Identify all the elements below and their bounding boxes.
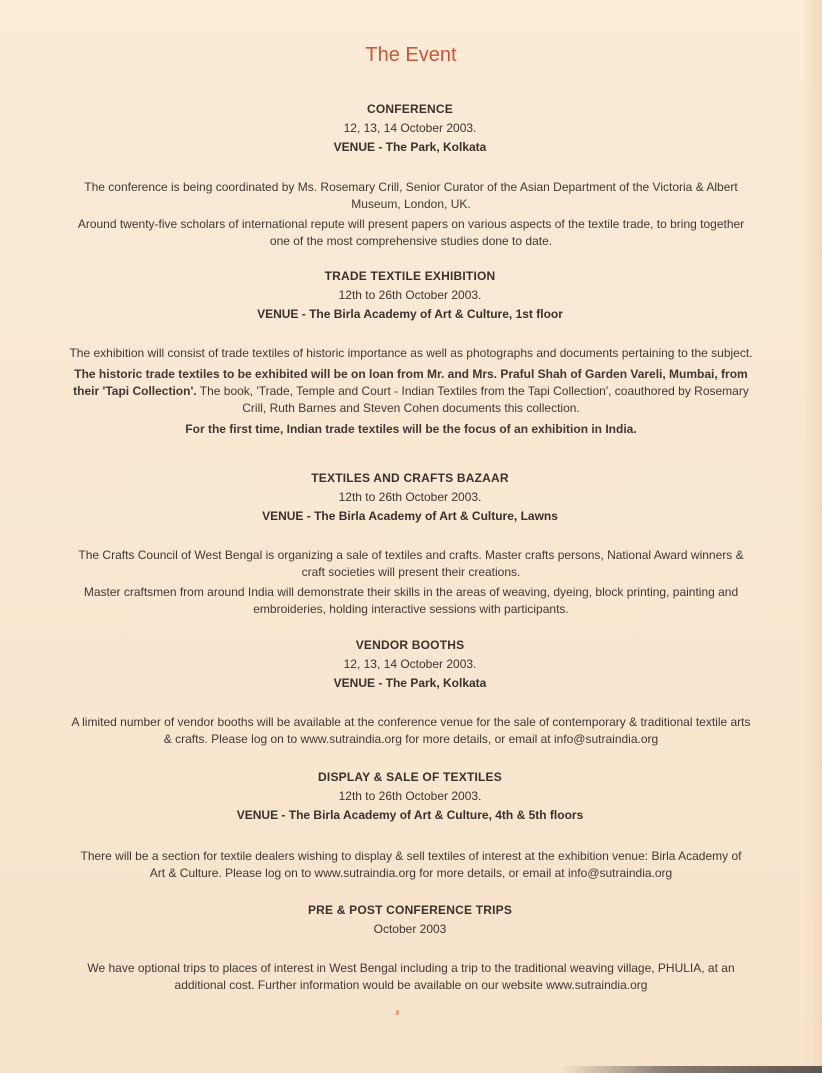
vendor-booths-description	[66, 714, 756, 751]
paragraph	[60, 366, 762, 417]
paragraph: The exhibition will consist of trade textiles of historic importance as well as photographs and documents pertaining to the subject.	[69, 346, 753, 360]
page-title: The Event	[365, 44, 457, 66]
section-dates: 12, 13, 14 October 2003.	[343, 657, 477, 671]
paragraph: The conference is being coordinated by Ms. Rosemary Crill, Senior Curator of the Asian Department of the Victoria & Albert Museum, London, UK.	[84, 180, 738, 211]
section-heading: TEXTILES AND CRAFTS BAZAAR	[311, 471, 509, 485]
section-heading: PRE & POST CONFERENCE TRIPS	[307, 903, 513, 917]
section-heading: TRADE TEXTILE EXHIBITION	[324, 269, 496, 283]
section-heading: CONFERENCE	[366, 102, 453, 116]
highlight-paragraph: For the first time, Indian trade textiles will be the focus of an exhibition in India.	[185, 422, 637, 436]
display-sale-description	[76, 848, 746, 885]
section-dates: 12th to 26th October 2003.	[338, 288, 482, 302]
section-display-sale	[70, 768, 750, 825]
section-trade-textile-exhibition	[70, 267, 750, 324]
section-heading: VENDOR BOOTHS	[355, 638, 465, 652]
section-conference-trips	[70, 901, 750, 939]
paragraph-text: The book, 'Trade, Temple and Court - Indian Textiles from the Tapi Collection', coauthored by Rosemary Crill, Ruth Barnes and Steven Cohen documents this collection.	[196, 384, 749, 415]
conference-description	[68, 179, 754, 253]
paragraph: Around twenty-five scholars of international repute will present papers on various aspects of the textile trade, to bring together one of the most comprehensive studies done to date.	[77, 217, 745, 248]
section-vendor-booths	[70, 636, 750, 693]
section-textiles-crafts-bazaar	[70, 469, 750, 526]
paragraph: We have optional trips to places of interest in West Bengal including a trip to the traditional weaving village, PHULIA, at an additional cost. Further information would be available on our website www.sutraindia.org	[87, 961, 735, 992]
section-dates: 12, 13, 14 October 2003.	[343, 121, 477, 135]
section-heading: DISPLAY & SALE OF TEXTILES	[318, 770, 502, 784]
section-venue: VENUE - The Park, Kolkata	[333, 676, 487, 690]
exhibition-description	[60, 345, 762, 441]
section-venue: VENUE - The Birla Academy of Art & Culture, 4th & 5th floors	[236, 808, 584, 822]
paragraph: The Crafts Council of West Bengal is organizing a sale of textiles and crafts. Master crafts persons, National Award winners & craft societies will present their creations.	[78, 548, 744, 579]
section-dates: October 2003	[373, 922, 447, 936]
section-venue: VENUE - The Park, Kolkata	[333, 140, 487, 154]
page-speck	[396, 1010, 399, 1015]
bazaar-description	[76, 547, 746, 621]
paragraph: Master craftsmen from around India will demonstrate their skills in the areas of weaving, dyeing, block printing, painting and embroideries, holding interactive sessions with participants.	[83, 585, 739, 616]
section-conference	[70, 100, 750, 157]
page-bottom-edge	[560, 1066, 822, 1073]
paragraph: A limited number of vendor booths will be available at the conference venue for the sale of contemporary & traditional textile arts & crafts. Please log on to www.sutraindia.org for more details, or email at info@sutraindia.org	[71, 715, 751, 746]
page-edge-shadow	[802, 0, 822, 1073]
trips-description	[84, 960, 738, 997]
bold-text: The historic trade textiles to be exhibited will be on loan from Mr. and Mrs. Praful Shah of Garden Vareli, Mumbai, from their 'Tapi Collection'.	[73, 367, 748, 398]
paragraph: There will be a section for textile dealers wishing to display & sell textiles of interest at the exhibition venue: Birla Academy of Art & Culture. Please log on to www.sutraindia.org for more details, or email at info@sutraindia.org	[80, 849, 742, 880]
section-venue: VENUE - The Birla Academy of Art & Culture, 1st floor	[257, 307, 563, 321]
section-dates: 12th to 26th October 2003.	[338, 789, 482, 803]
section-venue: VENUE - The Birla Academy of Art & Culture, Lawns	[262, 509, 558, 523]
section-dates: 12th to 26th October 2003.	[338, 490, 482, 504]
